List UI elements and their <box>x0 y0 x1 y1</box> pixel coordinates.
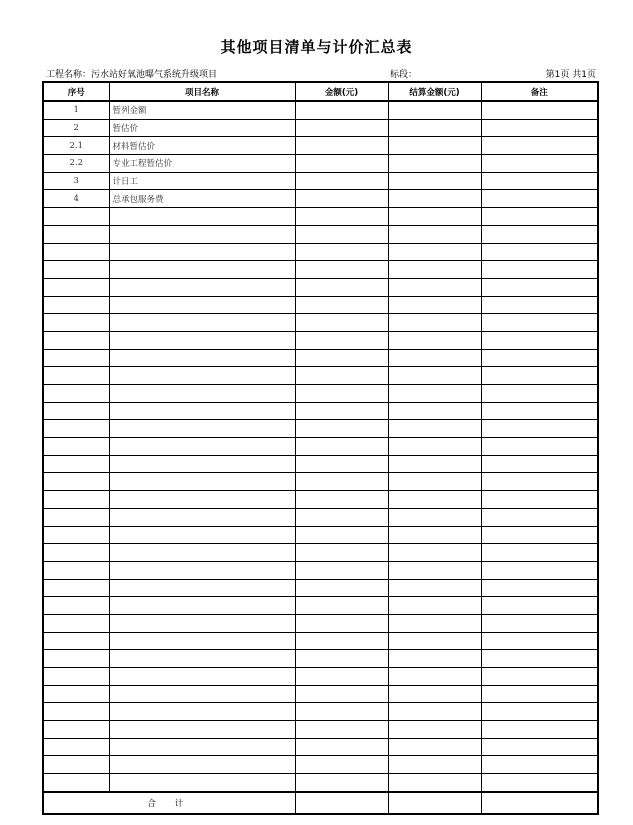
empty-cell <box>109 243 295 261</box>
row-remarks <box>481 155 598 173</box>
empty-cell <box>43 314 109 332</box>
empty-cell <box>295 544 388 562</box>
page-number: 第1页 共1页 <box>545 70 596 80</box>
empty-table-row <box>43 296 598 314</box>
empty-table-row <box>43 632 598 650</box>
empty-cell <box>295 278 388 296</box>
empty-table-row <box>43 208 598 226</box>
empty-table-row <box>43 331 598 349</box>
row-remarks <box>481 137 598 155</box>
empty-cell <box>43 774 109 792</box>
empty-cell <box>43 526 109 544</box>
empty-cell <box>388 738 481 756</box>
empty-table-row <box>43 668 598 686</box>
empty-cell <box>481 614 598 632</box>
empty-cell <box>43 331 109 349</box>
empty-cell <box>43 243 109 261</box>
empty-cell <box>481 597 598 615</box>
empty-cell <box>481 385 598 403</box>
empty-cell <box>109 526 295 544</box>
empty-cell <box>388 225 481 243</box>
empty-cell <box>43 703 109 721</box>
empty-cell <box>43 385 109 403</box>
empty-cell <box>109 544 295 562</box>
row-settlement <box>388 137 481 155</box>
empty-cell <box>481 508 598 526</box>
empty-table-row <box>43 650 598 668</box>
empty-cell <box>388 544 481 562</box>
empty-cell <box>481 473 598 491</box>
empty-cell <box>109 385 295 403</box>
empty-table-row <box>43 508 598 526</box>
empty-cell <box>295 774 388 792</box>
project-name: 工程名称：污水站好氧池曝气系统升级项目 <box>46 70 218 80</box>
empty-cell <box>295 438 388 456</box>
row-settlement <box>388 190 481 208</box>
empty-cell <box>481 544 598 562</box>
total-label: 合 计 <box>43 792 295 814</box>
empty-cell <box>43 491 109 509</box>
table-row <box>43 155 598 173</box>
column-header-settlement: 结算金额(元) <box>388 82 481 101</box>
empty-cell <box>43 402 109 420</box>
empty-table-row <box>43 614 598 632</box>
empty-cell <box>109 402 295 420</box>
table-row <box>43 172 598 190</box>
empty-table-row <box>43 473 598 491</box>
empty-table-row <box>43 721 598 739</box>
total-remarks <box>481 792 598 814</box>
empty-cell <box>295 349 388 367</box>
empty-cell <box>295 668 388 686</box>
empty-cell <box>388 508 481 526</box>
empty-cell <box>109 597 295 615</box>
empty-cell <box>388 668 481 686</box>
empty-cell <box>481 349 598 367</box>
empty-cell <box>295 491 388 509</box>
row-amount <box>295 190 388 208</box>
empty-cell <box>109 261 295 279</box>
row-name: 计日工 <box>109 172 295 190</box>
table-body <box>43 101 598 814</box>
row-name: 专业工程暂估价 <box>109 155 295 173</box>
empty-cell <box>43 721 109 739</box>
empty-cell <box>481 438 598 456</box>
table-row <box>43 137 598 155</box>
empty-cell <box>295 561 388 579</box>
empty-cell <box>388 314 481 332</box>
empty-cell <box>481 278 598 296</box>
empty-cell <box>109 668 295 686</box>
empty-cell <box>295 526 388 544</box>
empty-cell <box>295 703 388 721</box>
row-settlement <box>388 172 481 190</box>
row-seq: 4 <box>43 190 109 208</box>
empty-cell <box>481 650 598 668</box>
row-remarks <box>481 190 598 208</box>
empty-table-row <box>43 491 598 509</box>
total-row <box>43 792 598 814</box>
empty-cell <box>43 208 109 226</box>
empty-cell <box>295 508 388 526</box>
empty-cell <box>109 508 295 526</box>
row-name: 暂估价 <box>109 119 295 137</box>
row-seq: 3 <box>43 172 109 190</box>
empty-table-row <box>43 402 598 420</box>
empty-cell <box>109 438 295 456</box>
empty-cell <box>295 685 388 703</box>
empty-cell <box>43 685 109 703</box>
empty-cell <box>481 703 598 721</box>
empty-cell <box>388 420 481 438</box>
row-remarks <box>481 172 598 190</box>
empty-table-row <box>43 438 598 456</box>
empty-cell <box>295 650 388 668</box>
empty-cell <box>109 721 295 739</box>
empty-cell <box>109 314 295 332</box>
page-title: 其他项目清单与计价汇总表 <box>220 38 413 56</box>
empty-cell <box>43 420 109 438</box>
empty-cell <box>109 420 295 438</box>
row-amount <box>295 155 388 173</box>
empty-cell <box>388 632 481 650</box>
empty-cell <box>109 331 295 349</box>
empty-cell <box>43 349 109 367</box>
empty-cell <box>388 296 481 314</box>
empty-cell <box>388 367 481 385</box>
empty-cell <box>388 614 481 632</box>
empty-cell <box>295 579 388 597</box>
empty-cell <box>388 402 481 420</box>
empty-cell <box>295 473 388 491</box>
empty-table-row <box>43 597 598 615</box>
empty-cell <box>481 331 598 349</box>
empty-table-row <box>43 544 598 562</box>
empty-cell <box>388 349 481 367</box>
empty-cell <box>388 331 481 349</box>
empty-cell <box>43 561 109 579</box>
empty-cell <box>43 473 109 491</box>
column-header-amount: 金额(元) <box>295 82 388 101</box>
empty-cell <box>295 385 388 403</box>
empty-table-row <box>43 703 598 721</box>
empty-cell <box>295 738 388 756</box>
empty-cell <box>388 278 481 296</box>
empty-cell <box>295 756 388 774</box>
empty-cell <box>43 632 109 650</box>
row-amount <box>295 101 388 119</box>
empty-cell <box>481 243 598 261</box>
empty-cell <box>43 438 109 456</box>
empty-table-row <box>43 349 598 367</box>
empty-cell <box>295 402 388 420</box>
row-amount <box>295 172 388 190</box>
empty-cell <box>481 721 598 739</box>
empty-cell <box>43 261 109 279</box>
empty-cell <box>388 261 481 279</box>
table-row <box>43 101 598 119</box>
row-seq: 2.1 <box>43 137 109 155</box>
empty-cell <box>481 455 598 473</box>
empty-cell <box>295 314 388 332</box>
empty-cell <box>43 614 109 632</box>
empty-cell <box>295 208 388 226</box>
empty-cell <box>109 703 295 721</box>
empty-cell <box>481 208 598 226</box>
empty-cell <box>388 579 481 597</box>
empty-cell <box>481 685 598 703</box>
empty-cell <box>109 561 295 579</box>
row-name: 暂列金额 <box>109 101 295 119</box>
empty-table-row <box>43 367 598 385</box>
empty-cell <box>481 632 598 650</box>
empty-cell <box>388 491 481 509</box>
row-amount <box>295 119 388 137</box>
table-row <box>43 190 598 208</box>
empty-cell <box>109 738 295 756</box>
empty-cell <box>481 296 598 314</box>
empty-table-row <box>43 385 598 403</box>
empty-cell <box>388 385 481 403</box>
table-row <box>43 119 598 137</box>
row-settlement <box>388 101 481 119</box>
empty-cell <box>295 420 388 438</box>
empty-cell <box>109 296 295 314</box>
empty-cell <box>388 473 481 491</box>
empty-cell <box>481 225 598 243</box>
column-header-name: 项目名称 <box>109 82 295 101</box>
summary-table <box>42 81 599 815</box>
empty-table-row <box>43 420 598 438</box>
empty-cell <box>295 614 388 632</box>
empty-table-row <box>43 278 598 296</box>
empty-cell <box>43 738 109 756</box>
empty-cell <box>388 208 481 226</box>
empty-table-row <box>43 738 598 756</box>
empty-cell <box>295 455 388 473</box>
empty-cell <box>388 455 481 473</box>
empty-cell <box>481 491 598 509</box>
empty-cell <box>295 597 388 615</box>
empty-cell <box>388 721 481 739</box>
empty-cell <box>481 526 598 544</box>
empty-cell <box>388 703 481 721</box>
empty-cell <box>481 668 598 686</box>
empty-cell <box>481 402 598 420</box>
empty-cell <box>481 367 598 385</box>
empty-cell <box>481 561 598 579</box>
row-seq: 2 <box>43 119 109 137</box>
empty-cell <box>481 756 598 774</box>
empty-cell <box>481 579 598 597</box>
empty-table-row <box>43 774 598 792</box>
empty-cell <box>109 225 295 243</box>
empty-cell <box>109 685 295 703</box>
empty-cell <box>295 243 388 261</box>
empty-cell <box>43 650 109 668</box>
empty-cell <box>481 261 598 279</box>
row-remarks <box>481 119 598 137</box>
empty-cell <box>43 579 109 597</box>
empty-cell <box>109 632 295 650</box>
empty-cell <box>388 526 481 544</box>
row-remarks <box>481 101 598 119</box>
column-header-remarks: 备注 <box>481 82 598 101</box>
empty-table-row <box>43 314 598 332</box>
empty-table-row <box>43 261 598 279</box>
empty-cell <box>109 367 295 385</box>
empty-cell <box>109 579 295 597</box>
empty-cell <box>295 367 388 385</box>
empty-cell <box>388 650 481 668</box>
empty-cell <box>43 278 109 296</box>
empty-cell <box>481 738 598 756</box>
row-settlement <box>388 119 481 137</box>
empty-cell <box>43 225 109 243</box>
row-seq: 2.2 <box>43 155 109 173</box>
empty-cell <box>43 597 109 615</box>
empty-cell <box>43 756 109 774</box>
column-header-seq: 序号 <box>43 82 109 101</box>
empty-cell <box>388 774 481 792</box>
empty-cell <box>388 756 481 774</box>
empty-cell <box>388 685 481 703</box>
empty-cell <box>295 225 388 243</box>
empty-table-row <box>43 685 598 703</box>
empty-table-row <box>43 579 598 597</box>
row-seq: 1 <box>43 101 109 119</box>
empty-cell <box>109 455 295 473</box>
empty-cell <box>43 455 109 473</box>
empty-cell <box>295 721 388 739</box>
section-label: 标段： <box>390 70 418 80</box>
empty-cell <box>388 438 481 456</box>
empty-table-row <box>43 526 598 544</box>
empty-cell <box>388 243 481 261</box>
empty-table-row <box>43 243 598 261</box>
row-amount <box>295 137 388 155</box>
empty-table-row <box>43 756 598 774</box>
empty-cell <box>109 349 295 367</box>
empty-cell <box>109 473 295 491</box>
total-amount <box>295 792 388 814</box>
empty-cell <box>43 296 109 314</box>
empty-cell <box>481 774 598 792</box>
empty-cell <box>388 561 481 579</box>
empty-cell <box>109 756 295 774</box>
empty-cell <box>109 774 295 792</box>
table-header-row <box>43 82 598 101</box>
empty-cell <box>43 544 109 562</box>
empty-cell <box>388 597 481 615</box>
empty-cell <box>295 632 388 650</box>
row-settlement <box>388 155 481 173</box>
empty-cell <box>481 420 598 438</box>
empty-table-row <box>43 455 598 473</box>
empty-cell <box>43 668 109 686</box>
empty-cell <box>295 296 388 314</box>
row-name: 材料暂估价 <box>109 137 295 155</box>
total-settlement <box>388 792 481 814</box>
empty-cell <box>109 491 295 509</box>
empty-cell <box>43 508 109 526</box>
empty-cell <box>481 314 598 332</box>
empty-cell <box>295 331 388 349</box>
empty-cell <box>109 614 295 632</box>
empty-table-row <box>43 225 598 243</box>
row-name: 总承包服务费 <box>109 190 295 208</box>
empty-table-row <box>43 561 598 579</box>
empty-cell <box>109 278 295 296</box>
empty-cell <box>109 650 295 668</box>
empty-cell <box>109 208 295 226</box>
empty-cell <box>43 367 109 385</box>
empty-cell <box>295 261 388 279</box>
